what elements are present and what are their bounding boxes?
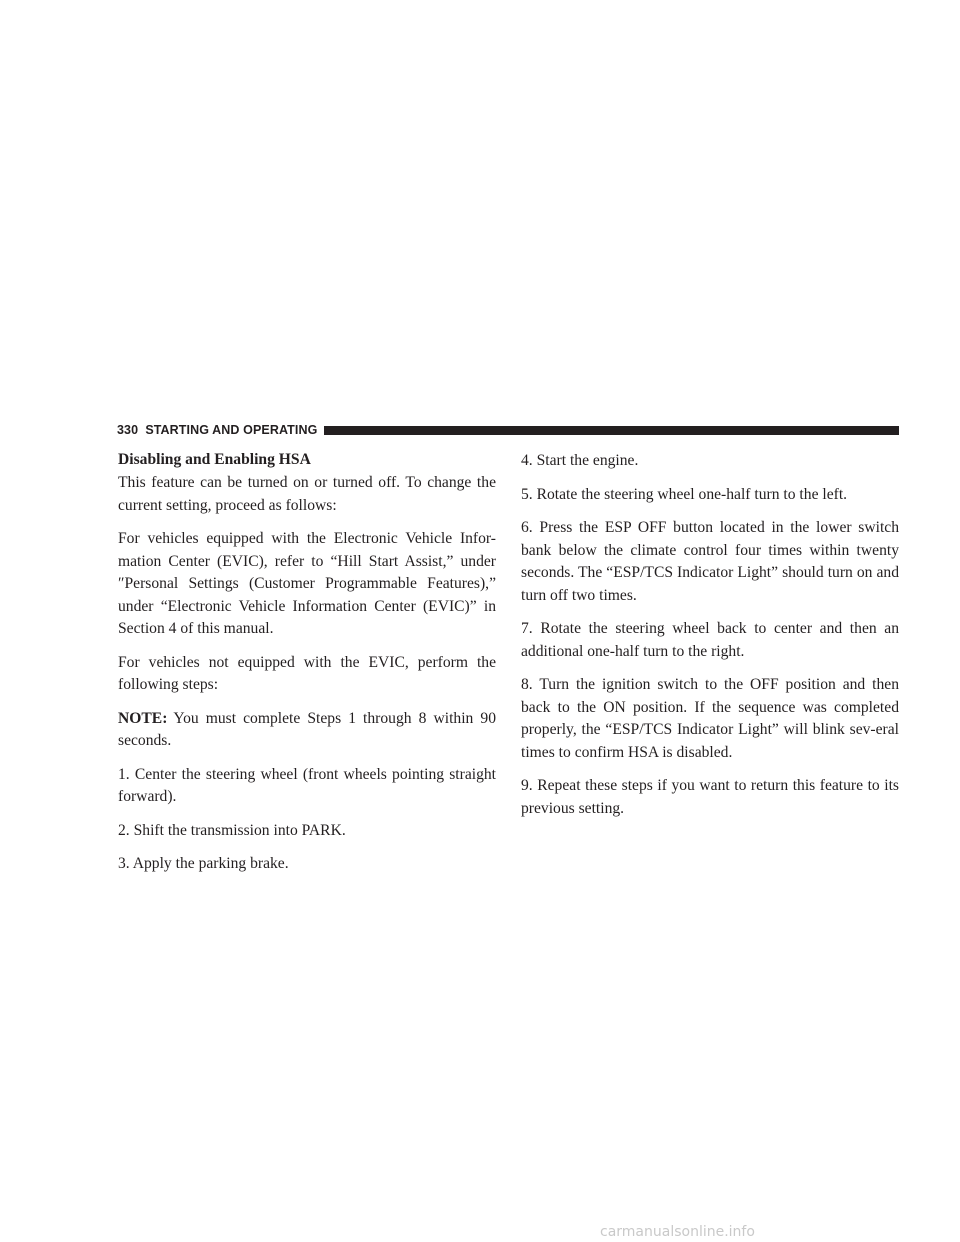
evic-paragraph: For vehicles equipped with the Electronic Vehicle Infor-mation Center (EVIC), refer to “Hill Start Assist,” under ″Personal Settings (Customer Programmable Features),” under “Electronic Vehicle Information Center (EVIC)” in Section 4 of this manual. bbox=[118, 530, 496, 637]
step-item: 4. Start the engine. bbox=[521, 452, 639, 469]
section-title: STARTING AND OPERATING bbox=[145, 423, 318, 437]
watermark: carmanualsonline.info bbox=[600, 1224, 755, 1240]
right-column bbox=[521, 450, 899, 831]
step-item: 3. Apply the parking brake. bbox=[118, 855, 289, 872]
step-item: 6. Press the ESP OFF button located in the lower switch bank below the climate control four times within twenty seconds. The “ESP/TCS Indicator Light” should turn on and turn off two times. bbox=[521, 519, 899, 604]
note-paragraph bbox=[118, 708, 496, 753]
header-label bbox=[117, 423, 317, 437]
step-item: 9. Repeat these steps if you want to return this feature to its previous setting. bbox=[521, 777, 899, 817]
step-item: 5. Rotate the steering wheel one-half turn to the left. bbox=[521, 485, 848, 503]
intro-paragraph: This feature can be turned on or turned off. To change the current setting, proceed as follows: bbox=[118, 474, 496, 514]
note-text: You must complete Steps 1 through 8 within 90 seconds. bbox=[118, 709, 496, 749]
step-item: 2. Shift the transmission into PARK. bbox=[118, 821, 346, 839]
non-evic-paragraph: For vehicles not equipped with the EVIC, perform the following steps: bbox=[118, 653, 496, 693]
section-heading: Disabling and Enabling HSA bbox=[118, 451, 311, 468]
left-column bbox=[118, 450, 496, 887]
header-rule bbox=[324, 426, 899, 435]
step-item: 8. Turn the ignition switch to the OFF position and then back to the ON position. If the sequence was completed properly, the “ESP/TCS Indicator Light” will blink sev-eral times to confirm HSA is disabled. bbox=[521, 676, 899, 761]
step-item: 7. Rotate the steering wheel back to center and then an additional one-half turn to the right. bbox=[521, 620, 899, 660]
note-label: NOTE: bbox=[118, 709, 168, 727]
step-item: 1. Center the steering wheel (front wheels pointing straight forward). bbox=[118, 765, 496, 805]
page-header bbox=[117, 422, 899, 438]
page-number: 330 bbox=[117, 423, 139, 437]
